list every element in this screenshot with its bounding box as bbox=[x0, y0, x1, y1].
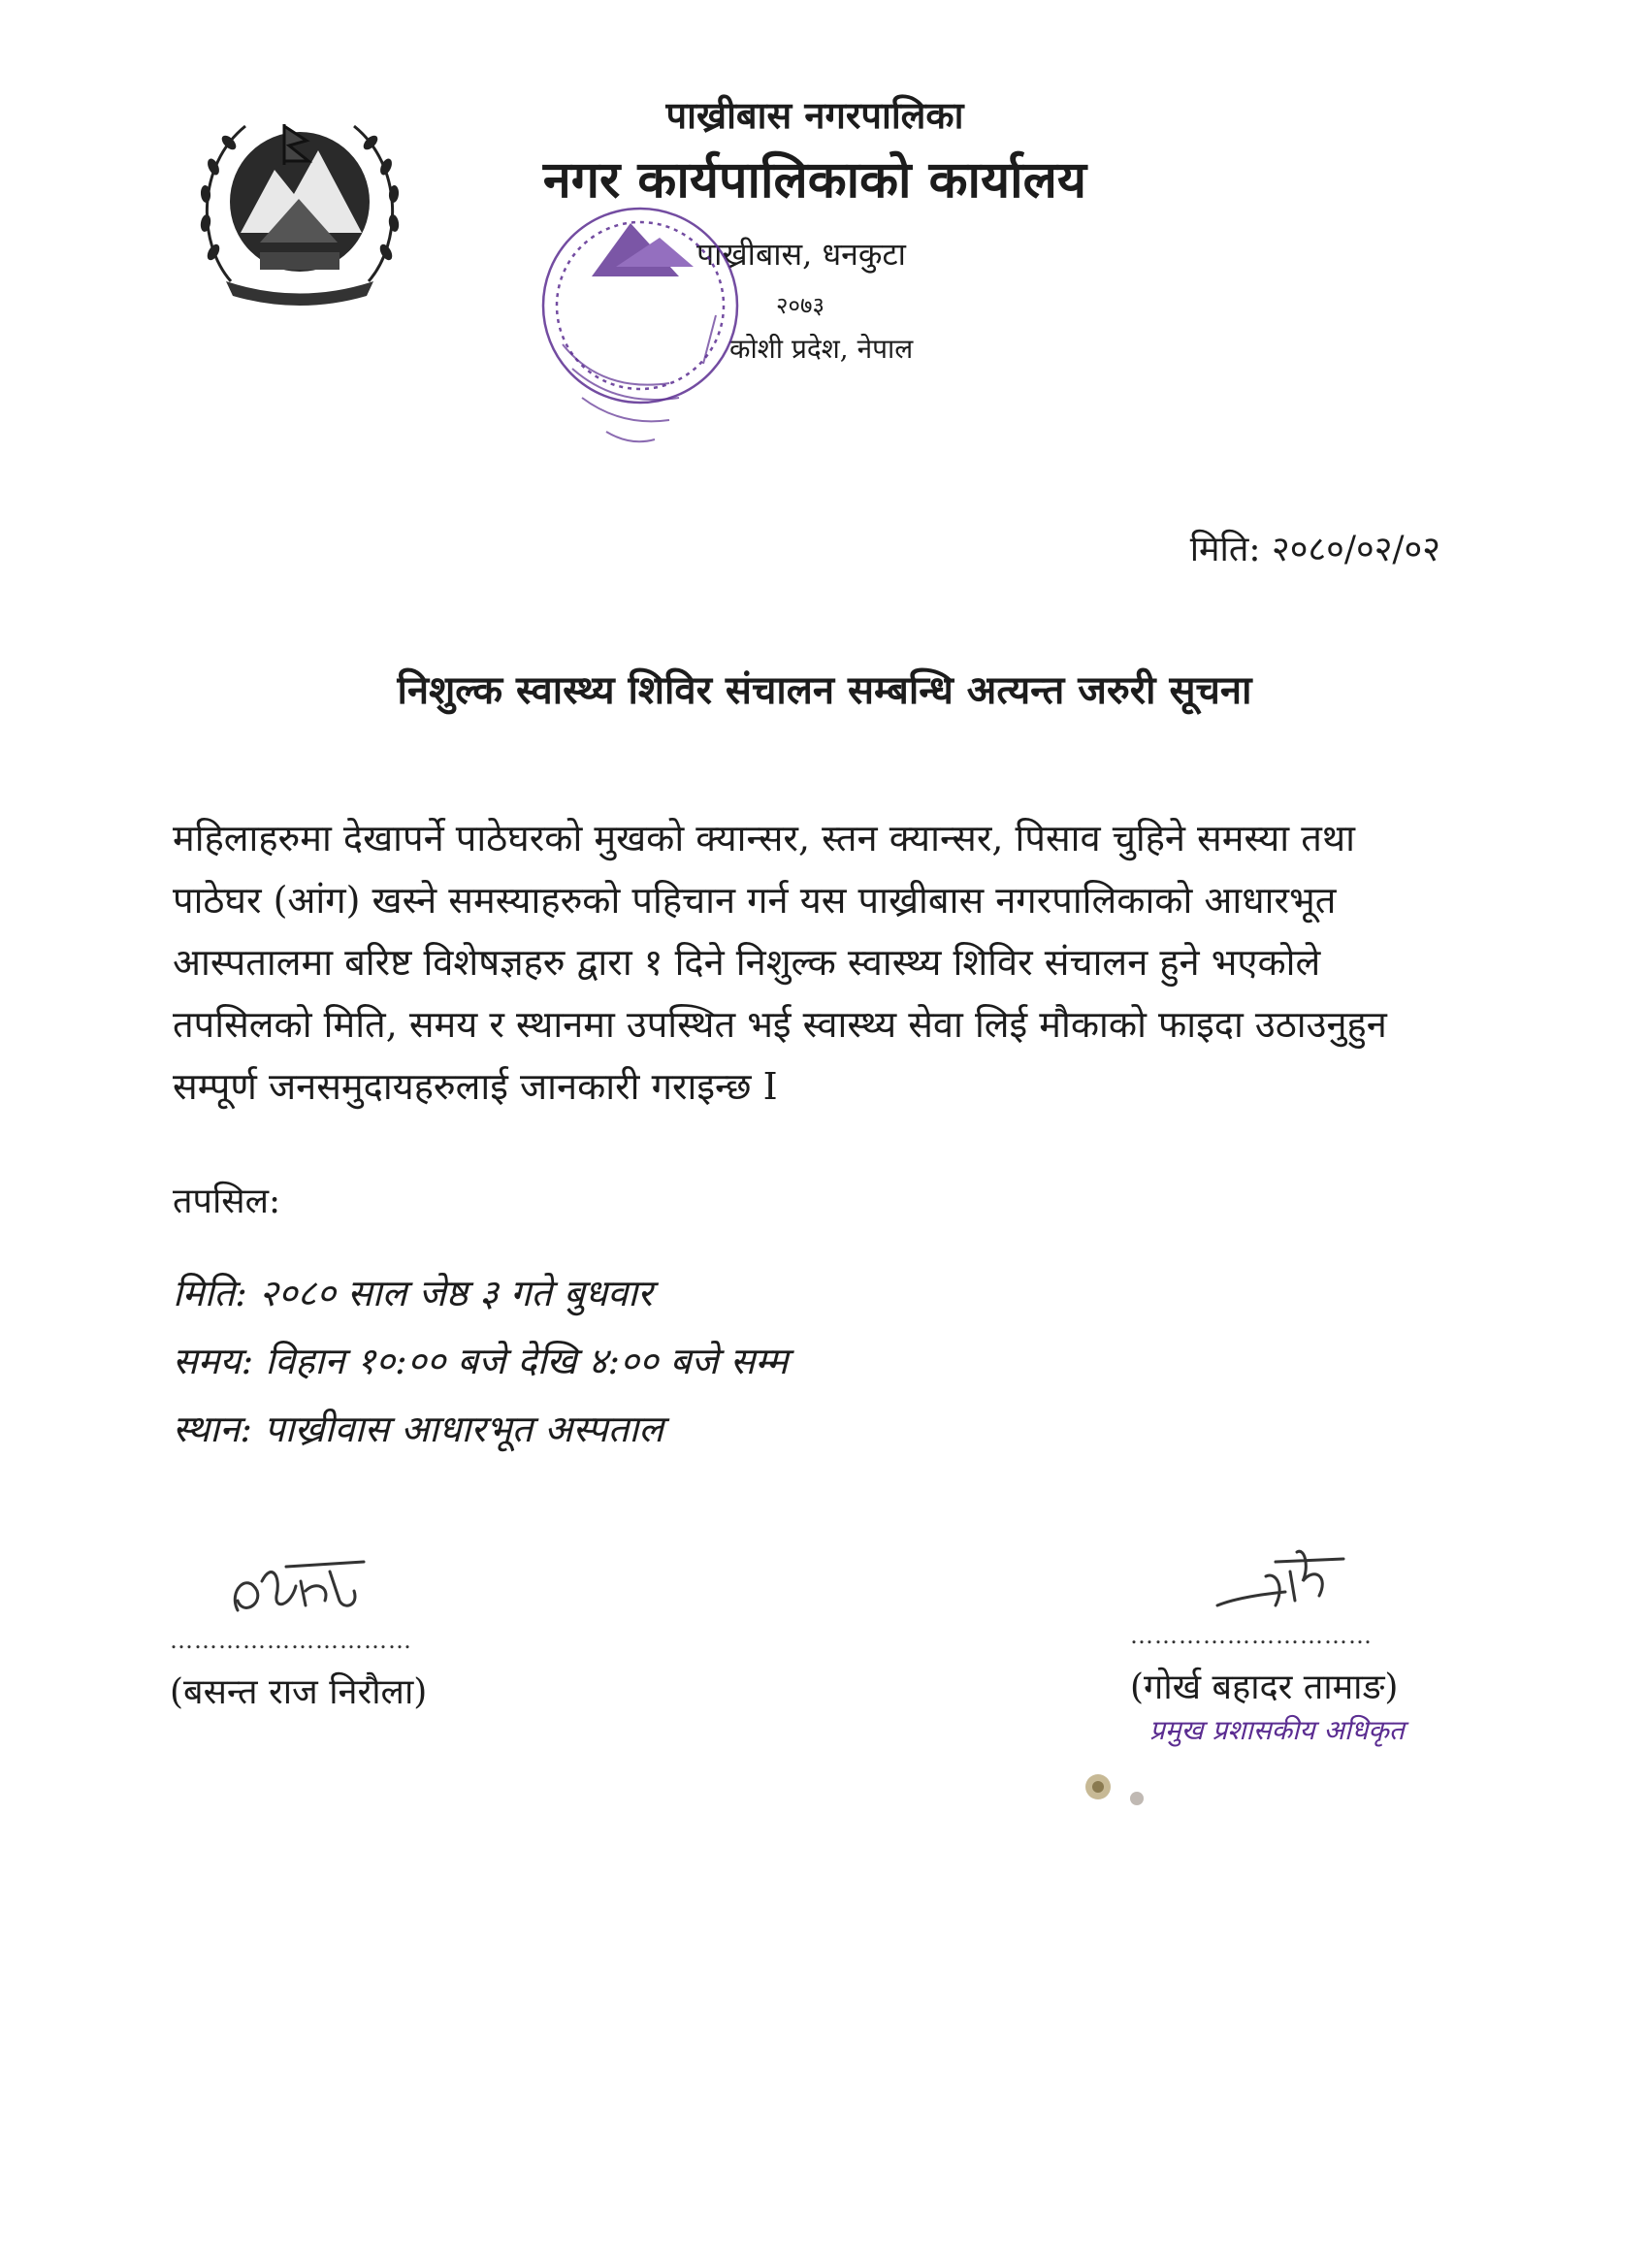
details-list bbox=[173, 1259, 788, 1463]
body-line: आस्पतालमा बरिष्ट विशेषज्ञहरु द्वारा १ दिने निशुल्क स्वास्थ्य शिविर संचालन हुने भएकोले bbox=[173, 941, 1321, 984]
notice-body bbox=[173, 807, 1468, 1118]
nepal-emblem-icon bbox=[192, 97, 407, 306]
detail-date: मिति: २०८० साल जेष्ठ ३ गते बुधवार bbox=[173, 1272, 653, 1314]
body-line: सम्पूर्ण जनसमुदायहरुलाई जानकारी गराइन्छ I bbox=[173, 1065, 778, 1108]
detail-venue: स्थान: पाख्रीवास आधारभूत अस्पताल bbox=[173, 1408, 663, 1450]
office-name: नगर कार्यपालिकाको कार्यालय bbox=[542, 150, 1087, 210]
body-line: तपसिलको मिति, समय र स्थानमा उपस्थित भई स्वास्थ्य सेवा लिई मौकाको फाइदा उठाउनुहुन bbox=[173, 1003, 1387, 1046]
body-line: पाठेघर (आंग) खस्ने समस्याहरुको पहिचान गर्न यस पाख्रीबास नगरपालिकाको आधारभूत bbox=[173, 879, 1337, 922]
detail-time: समय: विहान १०:०० बजे देखि ४:०० बजे सम्म bbox=[173, 1340, 789, 1382]
signature-icon bbox=[170, 1552, 403, 1630]
signature-line: ………………………… bbox=[1130, 1622, 1373, 1649]
signature-icon bbox=[1130, 1538, 1421, 1625]
address-line-2: कोशी प्रदेश, नेपाल bbox=[729, 333, 914, 365]
municipality-name: पाख्रीबास नगरपालिका bbox=[665, 93, 964, 137]
signatory-title-stamp: प्रमुख प्रशासकीय अधिकृत bbox=[1149, 1714, 1405, 1746]
signatory-left bbox=[170, 1552, 461, 1714]
body-line: महिलाहरुमा देखापर्ने पाठेघरको मुखको क्यान्सर, स्तन क्यान्सर, पिसाव चुहिने समस्या तथा bbox=[173, 817, 1355, 859]
signatory-name: (बसन्त राज निरौला) bbox=[170, 1672, 428, 1712]
established-year: २०७३ bbox=[776, 292, 824, 319]
address-line-1: पाख्रीबास, धनकुटा bbox=[696, 236, 906, 273]
notice-date: मिति: २०८०/०२/०२ bbox=[1189, 530, 1440, 569]
signatory-name: (गोर्ख बहादर तामाङ) bbox=[1130, 1668, 1399, 1707]
details-label: तपसिल: bbox=[173, 1182, 281, 1221]
signatory-right bbox=[1130, 1538, 1518, 1748]
ink-stain-icon bbox=[1077, 1766, 1154, 1814]
office-stamp-icon bbox=[524, 199, 747, 466]
signature-line: ………………………… bbox=[170, 1627, 412, 1654]
notice-subject: निशुल्क स्वास्थ्य शिविर संचालन सम्बन्धि अत्यन्त जरुरी सूचना bbox=[397, 667, 1252, 713]
